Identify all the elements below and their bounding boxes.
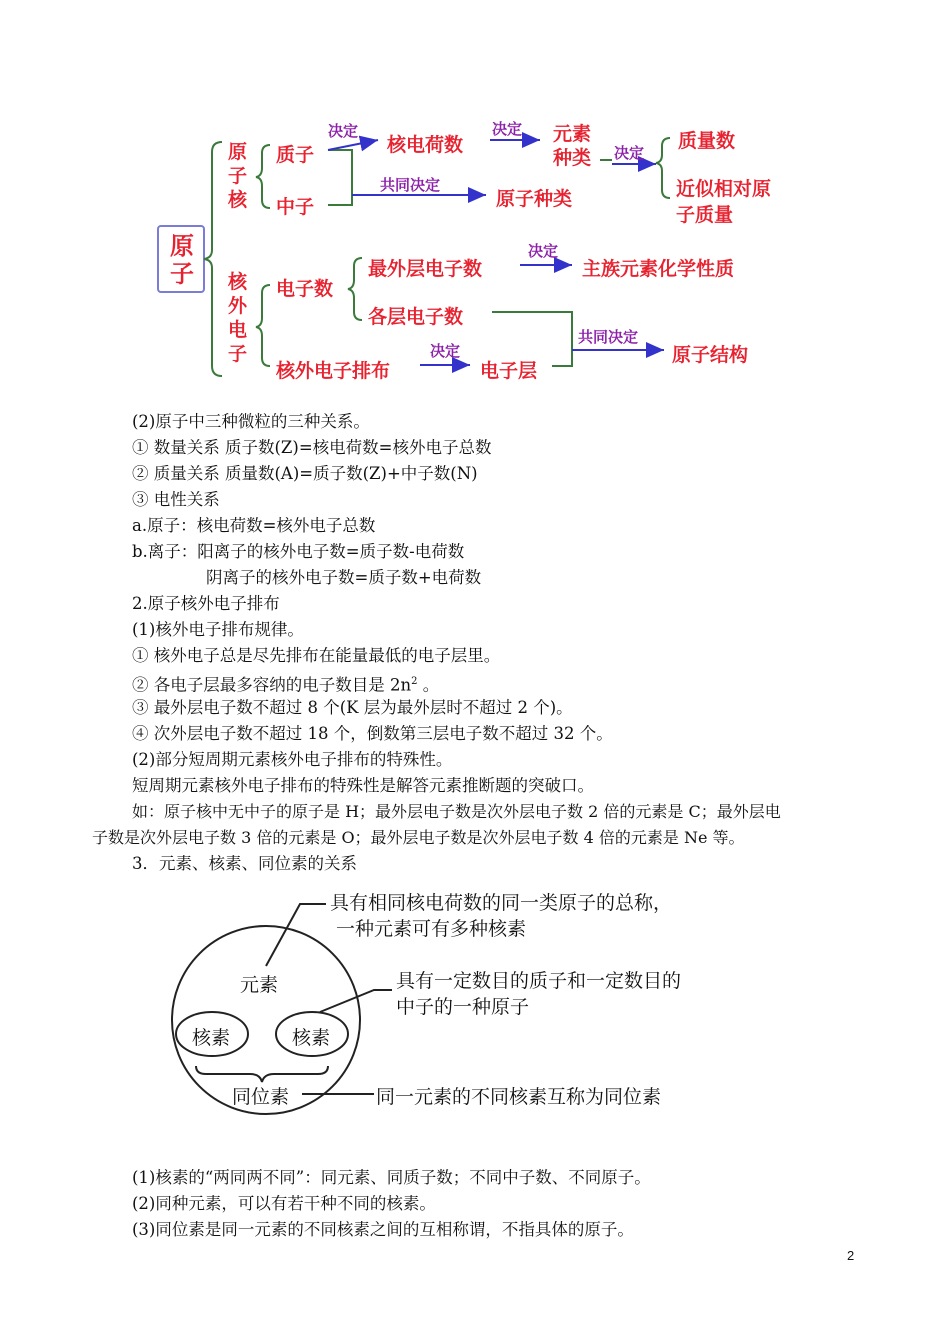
electrons-label: 核外电子 bbox=[228, 271, 248, 365]
isotope-label: 同位素 bbox=[232, 1086, 290, 1108]
text-line: (2)原子中三种微粒的三种关系。 bbox=[132, 412, 370, 431]
leader-nuclide bbox=[320, 990, 392, 1012]
leader-element bbox=[266, 904, 326, 966]
relative-mass-label: 近似相对原子质量 bbox=[676, 178, 772, 226]
text-part: 。 bbox=[417, 675, 440, 695]
ecount-brace bbox=[348, 258, 362, 320]
isotope-definition: 同一元素的不同核素互称为同位素 bbox=[376, 1086, 662, 1108]
text-line: ① 数量关系 质子数(Z)=核电荷数=核外电子总数 bbox=[132, 438, 492, 457]
co-decide-label-2: 共同决定 bbox=[578, 328, 639, 346]
text-line: (1)核外电子排布规律。 bbox=[132, 620, 304, 639]
layer-electrons-label: 各层电子数 bbox=[368, 306, 464, 328]
text-line: a.原子：核电荷数=核外电子总数 bbox=[132, 516, 376, 535]
nuclide-label-1: 核素 bbox=[192, 1027, 231, 1049]
section-heading: 2.原子核外电子排布 bbox=[132, 594, 280, 613]
text-line: ③ 最外层电子数不超过 8 个(K 层为最外层时不超过 2 个)。 bbox=[132, 698, 573, 717]
element-kind-label: 元素种类 bbox=[553, 123, 592, 169]
text-line: (3)同位素是同一元素的不同核素之间的互相称谓，不指具体的原子。 bbox=[132, 1220, 634, 1239]
root-brace bbox=[204, 142, 222, 376]
text-line: ④ 次外层电子数不超过 18 个，倒数第三层电子数不超过 32 个。 bbox=[132, 724, 613, 743]
shell-label: 电子层 bbox=[480, 360, 538, 382]
nuclear-charge-label: 核电荷数 bbox=[387, 134, 464, 156]
text-line: ② 质量关系 质量数(A)=质子数(Z)+中子数(N) bbox=[132, 464, 478, 483]
electrons-brace bbox=[256, 285, 270, 366]
electron-count-label: 电子数 bbox=[276, 278, 334, 300]
root-label: 原子 bbox=[170, 232, 194, 288]
co-decide-label-1: 共同决定 bbox=[380, 176, 441, 194]
nuclide-definition-1: 具有一定数目的质子和一定数目的 bbox=[396, 970, 682, 992]
concept-map-lines bbox=[0, 0, 950, 400]
text-line: (1)核素的“两同两不同”：同元素、同质子数；不同中子数、不同原子。 bbox=[132, 1168, 651, 1187]
nucleus-brace bbox=[256, 145, 270, 208]
text-line: (2)部分短周期元素核外电子排布的特殊性。 bbox=[132, 750, 453, 769]
decide-label-1: 决定 bbox=[328, 122, 359, 140]
element-label: 元素 bbox=[240, 974, 279, 996]
text-line: 如：原子核中无中子的原子是 H；最外层电子数是次外层电子数 2 倍的元素是 C；最外层电 bbox=[132, 802, 781, 821]
mass-brace bbox=[656, 138, 670, 198]
text-line: (2)同种元素，可以有若干种不同的核素。 bbox=[132, 1194, 436, 1213]
text-line: ③ 电性关系 bbox=[132, 490, 220, 509]
text-line: 短周期元素核外电子排布的特殊性是解答元素推断题的突破口。 bbox=[132, 776, 594, 795]
element-definition-2: 一种元素可有多种核素 bbox=[336, 918, 527, 940]
element-definition-1: 具有相同核电荷数的同一类原子的总称， bbox=[330, 892, 673, 914]
mass-number-label: 质量数 bbox=[678, 130, 736, 152]
nuclide-label-2: 核素 bbox=[292, 1027, 331, 1049]
atom-kind-label: 原子种类 bbox=[496, 188, 573, 210]
arrangement-label: 核外电子排布 bbox=[276, 360, 391, 382]
decide-label-2: 决定 bbox=[492, 120, 523, 138]
text-line: ① 核外电子总是尽先排布在能量最低的电子层里。 bbox=[132, 646, 501, 665]
isotope-brace bbox=[196, 1066, 328, 1082]
section-heading: 3．元素、核素、同位素的关系 bbox=[132, 854, 357, 873]
decide-label-4: 决定 bbox=[528, 242, 559, 260]
main-group-label: 主族元素化学性质 bbox=[582, 258, 735, 280]
text-line: 阴离子的核外电子数=质子数+电荷数 bbox=[206, 568, 482, 587]
text-part: ② 各电子层最多容纳的电子数目是 2n bbox=[132, 675, 412, 695]
superscript: 2 bbox=[411, 676, 418, 687]
proton-label: 质子 bbox=[276, 144, 315, 166]
outer-electrons-label: 最外层电子数 bbox=[368, 258, 483, 280]
text-line bbox=[132, 672, 439, 696]
neutron-label: 中子 bbox=[276, 196, 315, 218]
text-line: 子数是次外层电子数 3 倍的元素是 O；最外层电子数是次外层电子数 4 倍的元素是 Ne 等。 bbox=[92, 828, 745, 847]
nucleus-label: 原子核 bbox=[228, 141, 248, 211]
text-line: b.离子：阳离子的核外电子数=质子数-电荷数 bbox=[132, 542, 465, 561]
pn-bracket bbox=[328, 150, 352, 205]
decide-label-5: 决定 bbox=[430, 342, 461, 360]
structure-label: 原子结构 bbox=[672, 344, 749, 366]
page-number: 2 bbox=[847, 1248, 855, 1263]
decide-label-3: 决定 bbox=[614, 144, 645, 162]
nuclide-definition-2: 中子的一种原子 bbox=[396, 996, 530, 1018]
